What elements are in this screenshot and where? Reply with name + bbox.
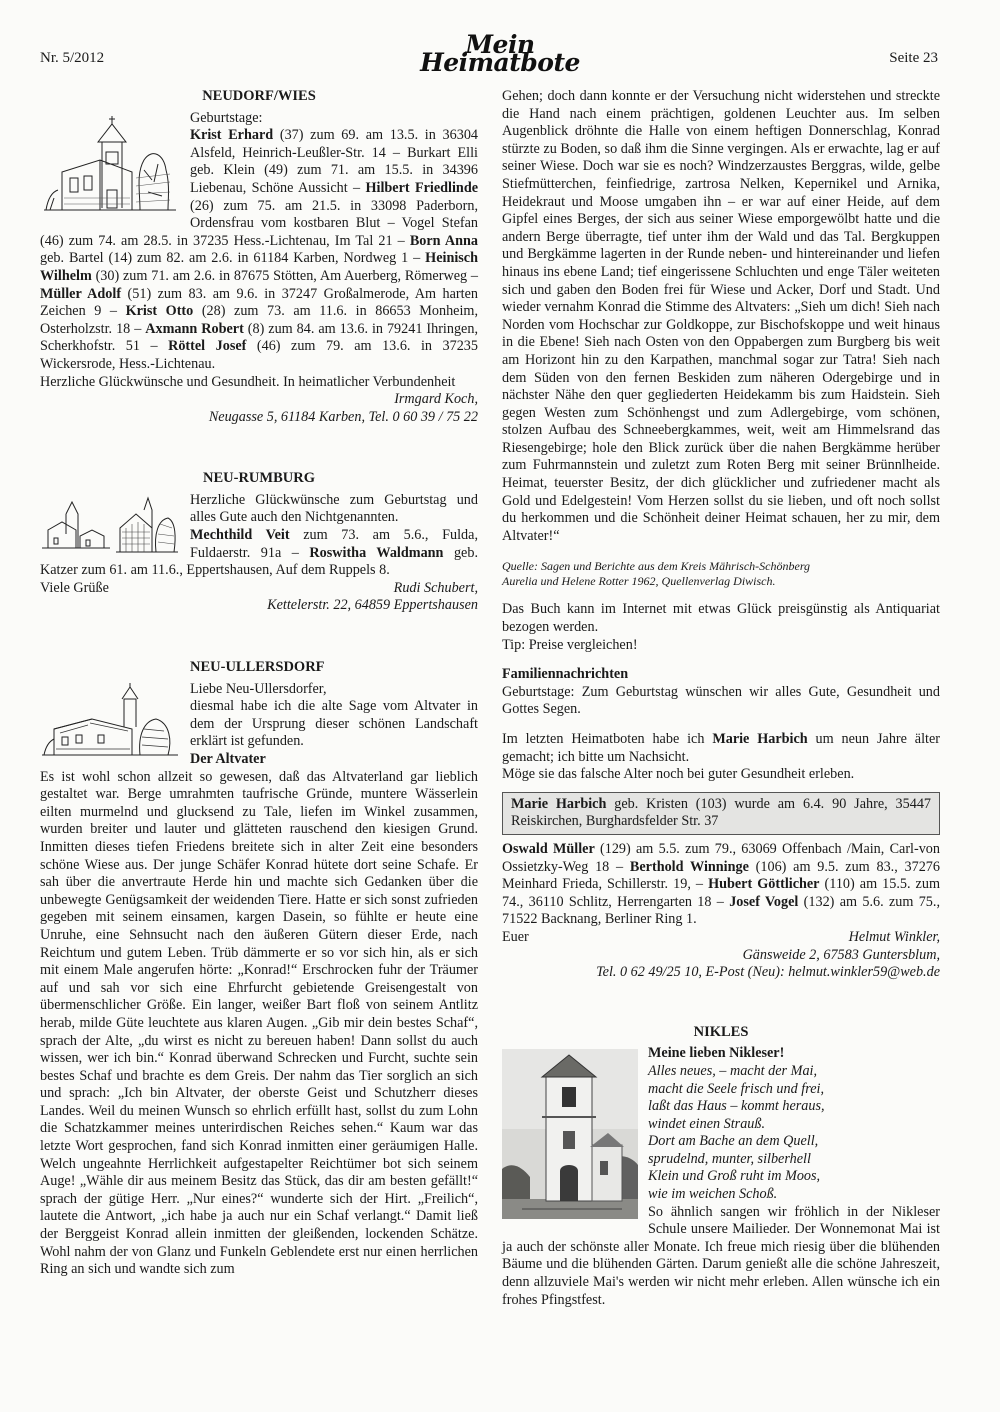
rumburg-text: Herzliche Glückwünsche zum Geburtstag und alles Gute auch den Nichtgenannten. Mechthild Veit zum 73. am 5.6., Fulda, Fuldaerstr. 91a – Roswitha Waldmann geb. Katzer zum 61. am 11.6., Eppertshausen, Auf dem Ruppels 8. — [40, 491, 478, 579]
church-sketch-neudorf — [40, 112, 180, 216]
section-neudorf — [40, 88, 478, 426]
signature-address: Neugasse 5, 61184 Karben, Tel. 0 60 39 / 75 22 — [208, 408, 478, 425]
celebrant-name: Heinisch Wilhelm — [40, 250, 478, 284]
masthead-logo: Mein Heimatbote — [420, 30, 580, 77]
poem-line: wie im weichen Schoß. — [648, 1186, 778, 1203]
neudorf-greeting: Herzliche Glückwünsche und Gesundheit. In heimatlicher Verbundenheit — [40, 373, 456, 390]
celebrant-name: Hilbert Friedlinde — [365, 179, 479, 196]
family-news-title: Familiennachrichten — [502, 666, 629, 683]
signature-address: Kettelerstr. 22, 64859 Eppertshausen — [267, 597, 478, 614]
celebrant-name: Müller Adolf — [40, 285, 122, 302]
celebrant-name: Marie Harbich — [511, 795, 607, 812]
book-note: Das Buch kann im Internet mit etwas Glück preisgünstig als Antiquariat bezogen werden. — [502, 601, 940, 636]
closing-text: Viele Grüße — [40, 579, 109, 596]
poem-line: laßt das Haus – kommt heraus, — [648, 1098, 825, 1115]
nikles-text: So ähnlich sangen wir fröhlich in der Nikleser Schule unsere Mailieder. Der Wonnemonat Mai ist ja auch der schönste aller Monate. Ich freue mich riesig über die blühenden Bäume und die blühenden Gärten. Darum genießt alle die schöne Jahreszeit, denn allzuviele Mai's werden wir nicht mehr erleben. Allen wünsche ich ein frohes Pfingstfest. — [502, 1203, 940, 1308]
signature-name: Rudi Schubert, — [393, 579, 478, 596]
price-tip: Tip: Preise vergleichen! — [502, 636, 638, 653]
celebrant-name: Hubert Göttlicher — [708, 876, 820, 893]
celebrant-name: Röttel Josef — [168, 338, 247, 355]
poem-line: Alles neues, – macht der Mai, — [648, 1062, 818, 1079]
celebrant-name: Josef Vogel — [729, 893, 799, 910]
section-title-rumburg: NEU-RUMBURG — [203, 470, 315, 487]
section-title-nikles: NIKLES — [693, 1023, 749, 1040]
celebrant-name: Roswitha Waldmann — [309, 544, 444, 561]
rumburg-closing-row — [40, 580, 478, 598]
section-rumburg — [40, 470, 478, 615]
wish-text: Möge sie das falsche Alter noch bei guter Gesundheit erleben. — [502, 766, 855, 783]
poem-line: Dort am Bache an dem Quell, — [648, 1133, 819, 1150]
signature-name: Irmgard Koch, — [394, 391, 478, 408]
left-column — [40, 88, 478, 1279]
highlight-box: Marie Harbich geb. Kristen (103) wurde am 6.4. 90 Jahre, 35447 Reiskirchen, Burghardsfelder Str. 37 — [502, 792, 940, 835]
poem-line: Klein und Groß ruht im Moos, — [648, 1168, 821, 1185]
poem-line: windet einen Strauß. — [648, 1115, 766, 1132]
family-news — [502, 666, 940, 719]
celebrant-name: Krist Erhard — [190, 127, 274, 144]
poem-line: sprudelnd, munter, silberhell — [648, 1150, 811, 1167]
celebrant-name: Born Anna — [409, 232, 478, 249]
section-nikles — [502, 1024, 940, 1310]
apology-text: Im letzten Heimatboten habe ich Marie Harbich um neun Jahre älter gemacht; ich bitte um Nachsicht. — [502, 731, 941, 765]
section-title-ullersdorf: NEU-ULLERSDORF — [190, 659, 325, 676]
church-photo-nikles — [502, 1049, 638, 1225]
story-title: Der Altvater — [190, 751, 266, 767]
church-sketch-ullersdorf — [40, 683, 180, 763]
story-source: Quelle: Sagen und Berichte aus dem Kreis Mährisch-Schönberg Aurelia und Helene Rotter 1962, Quellenverlag Diwisch. — [502, 559, 811, 589]
signature-contact: Tel. 0 62 49/25 10, E-Post (Neu): helmut.winkler59@web.de — [596, 964, 940, 981]
birthday-lead: Geburtstage: — [190, 109, 263, 126]
village-sketch-rumburg — [40, 494, 180, 558]
section-title-neudorf: NEUDORF/WIES — [202, 88, 316, 104]
family-news-text: Geburtstage: Zum Geburtstag wünschen wir alles Gute, Gesundheit und Gottes Segen. — [502, 683, 940, 718]
ullersdorf-birthdays: Oswald Müller (129) am 5.5. zum 79., 63069 Offenbach /Main, Carl-von Ossietzky-Weg 18 – Berthold Winninge (106) am 9.5. zum 83., 37276 Meinhard Frieda, Schillerstr. 19, – Hubert Göttlicher (110) am 15.5. zum 74., 36110 Schlitz, Herrengarten 18 – Josef Vogel (132) am 5.6. zum 75., 71522 Backnang, Berliner Ring 1. — [502, 840, 940, 928]
celebrant-name: Mechthild Veit — [190, 527, 290, 544]
celebrant-name: Oswald Müller — [502, 840, 595, 857]
celebrant-name: Marie Harbich — [712, 731, 808, 747]
poem-line: macht die Seele frisch und frei, — [648, 1080, 824, 1097]
ullersdorf-intro: Liebe Neu-Ullersdorfer, diesmal habe ich die alte Sage vom Altvater in dem der Ursprung dieser schönen Landschaft erklärt ist gefunden. Der Altvater — [190, 680, 478, 767]
nikles-greeting: Meine lieben Nikleser! — [648, 1045, 785, 1062]
celebrant-name: Krist Otto — [125, 303, 194, 320]
neudorf-birthdays: Geburtstage: Krist Erhard (37) zum 69. am 13.5. in 36304 Alsfeld, Heinrich-Leußler-Str. 14 – Burkart Elli geb. Klein (49) zum 71. am 15.5. in 34396 Liebenau, Schöne Aussicht – Hilbert Friedlinde (26) zum 75. am 21.5. in 33098 Paderborn, Ordensfrau vom kostbaren Blut – Vogel Stefan (46) zum 74. am 28.5. in 37235 Hess.-Lichtenau, Im Tal 21 – Born Anna geb. Bartel (14) zum 82. am 2.6. in 61184 Karben, Nordweg 1 – Heinisch Wilhelm (30) zum 71. am 2.6. in 87675 Stötten, Am Auerberg, Römerweg – Müller Adolf (51) zum 83. am 9.6. in 37247 Großalmerode, Am harten Zeichen 9 – Krist Otto (28) zum 73. am 11.6. in 86653 Monheim, Osterholzstr. 18 – Axmann Robert (8) zum 84. am 13.6. in 79241 Ihringen, Scherkhofstr. 51 – Röttel Josef (46) zum 79. am 13.6. in 37235 Wickersrode, Hess.-Lichtenau. — [40, 109, 479, 372]
celebrant-name: Berthold Winninge — [629, 858, 749, 875]
right-column — [502, 88, 940, 1309]
signature-address: Gänsweide 2, 67583 Guntersblum, — [742, 946, 940, 963]
issue-number: Nr. 5/2012 — [40, 50, 105, 66]
section-ullersdorf — [40, 659, 478, 1279]
page-number: Seite 23 — [889, 50, 938, 66]
story-text-part1: Es ist wohl schon allzeit so gewesen, daß das Altvaterland gar lieblich gestaltet war. Berge umrahmten taufrische Gründe, muntere Wässerlein eilten murmelnd und glucksend zu Tale, liefen im Winkel zusammen, wurden breiter und lauter und glätteten rauschend den kiesigen Grund. Inmitten dieses tiefen Friedens breitete sich in alter Zeit eine besonders schöne Wiese aus. Der junge Schäfer Konrad hütete dort seine Schafe. Er sah über die anvertraute Herde hin und machte sich Gedanken über die unbewegte Genügsamkeit der weidenden Tiere. Hatte er sich sonst zufrieden gegeben mit seinem einsamen, kargen Dasein, so fühlte er heute eine Unruhe, eine Sehnsucht nach den äußeren Gütern dieser Erde, nach Reichtum und gutem Leben. Trüb dämmerte er so vor sich hin, als er sich mit einem Male angerufen hörte: „Konrad!“ Erschrocken fuhr der Träumer auf und sah vor sich eine Ehrfurcht gebietende Greisengestalt von übermenschlicher Größe. Ein langer, weißer Bart floß von seinem Antlitz herab, milde Güte leuchtete aus klaren Augen. „Gib mir dein bestes Schaf“, sprach der Alte, „du wirst es nicht zu bereuen haben! Dann sollst du auch wissen, wer ich bin.“ Konrad überwand Schrecken und Furcht, suchte sein bestes Schaf und brachte es dem Greis. Der nahm das Tier sorglich an sich und sprach: „Ich bin Altvater, der oberste Geist und Schutzherr dieses Landes. Weil du meinen Wunsch so ehrlich erfüllt hast, sollst du zum Lohn die Schatzkammer meines unterirdischen Reiches sehen.“ Kaum war das letzte Wort gesprochen, fand sich Konrad inmitten einer geräumigen Halle. Welch ungeahnte Herrlichkeit aufgestapelter Reichtümer bot sich seinem Auge! „Wähle dir aus meinem Besitz das Stück, das dir am besten gefällt!“ sprach der gütige Herr. „Nur eines?“ wunderte sich der Hirt. „Freilich“, lautete die Antwort, „ich habe ja auch nur ein Schaf verlangt.“ Damit ließ der Berggeist Konrad allein inmitten der gleißenden, lockenden Schätze. Wohl nahm der von Glanz und Funkeln Geblendete erst nur einen herrlichen Ring an sich und wandte sich zum — [40, 768, 478, 1278]
ullersdorf-closing-row — [502, 929, 940, 947]
signature-name: Helmut Winkler, — [848, 928, 940, 945]
story-text-part2: Gehen; doch dann konnte er der Versuchung nicht widerstehen und streckte die Hand nach einem prächtigen, goldenen Leuchter aus. Im selben Augenblick dröhnte die Halle von einem heftigen Donnerschlag, Konrad stürzte zu Boden, so daß ihm die Sinne vergingen. Als er erwachte, lag er auf seiner Wiese. Doch war sie es noch? Windzerzaustes Berggras, wilde, gelbe Stiefmütterchen, feinfiedrige, zartrosa Nelken, Kepernikel und Arnika, Heidekraut und Moose umgaben ihn – er war auf einer Heide, auf dem Gipfel eines Berges, der sich aus seiner Wiese emporgewölbt hatte und die andern Berge überragte, tief unter ihm der Wald und das Tal. Bergkuppen und Bergkämme lagerten in der Runde neben- und hintereinander und liefen hinaus ins ebene Land; tief eingerissene Schluchten und enge Täler weiteten sich und gaben den Boden frei für Wiese und Acker, Dorf und Stadt. Und wieder vernahm Konrad die Stimme des Altvaters: „Sieh um dich! Sieh nach Norden vom Hochschar zur Goldkoppe, zur Bischofskoppe und weit hinaus in die Ebene! Sieh nach Osten von den Oppabergen zum Burgberg bis weit am Horizont hin zu den Karpathen, manchmal sogar zur Tatra! Sieh nach dem Süden von den fernen Beskiden zum näheren Odergebirge und in nächster Nähe den quer gegliederten Heidekamm bis zum Haidstein. Sieh gegen Westen zum Schönhengst und zum Adlergebirge, vom schönen, stolzen Aufbau des Schneebergkammes, weit, weit am Himmelsrand das Riesengebirge; hole den Blick zurück über die nahen Bergkämme herüber zum Fuhrmannstein und zuletzt zum Roten Berg mit seiner Brünnlheide. Heimat, teuerster Besitz, der dich glücklicher und zufriedener macht als Gold und Edelgestein! Vom Herzen sollst du sie lieben, und oft noch sollst du herkommen und die Schönheit deiner Heimat schauen, her zu mir, dem Altvater!“ — [502, 88, 940, 544]
closing-text: Euer — [502, 928, 529, 945]
celebrant-name: Axmann Robert — [145, 320, 244, 337]
